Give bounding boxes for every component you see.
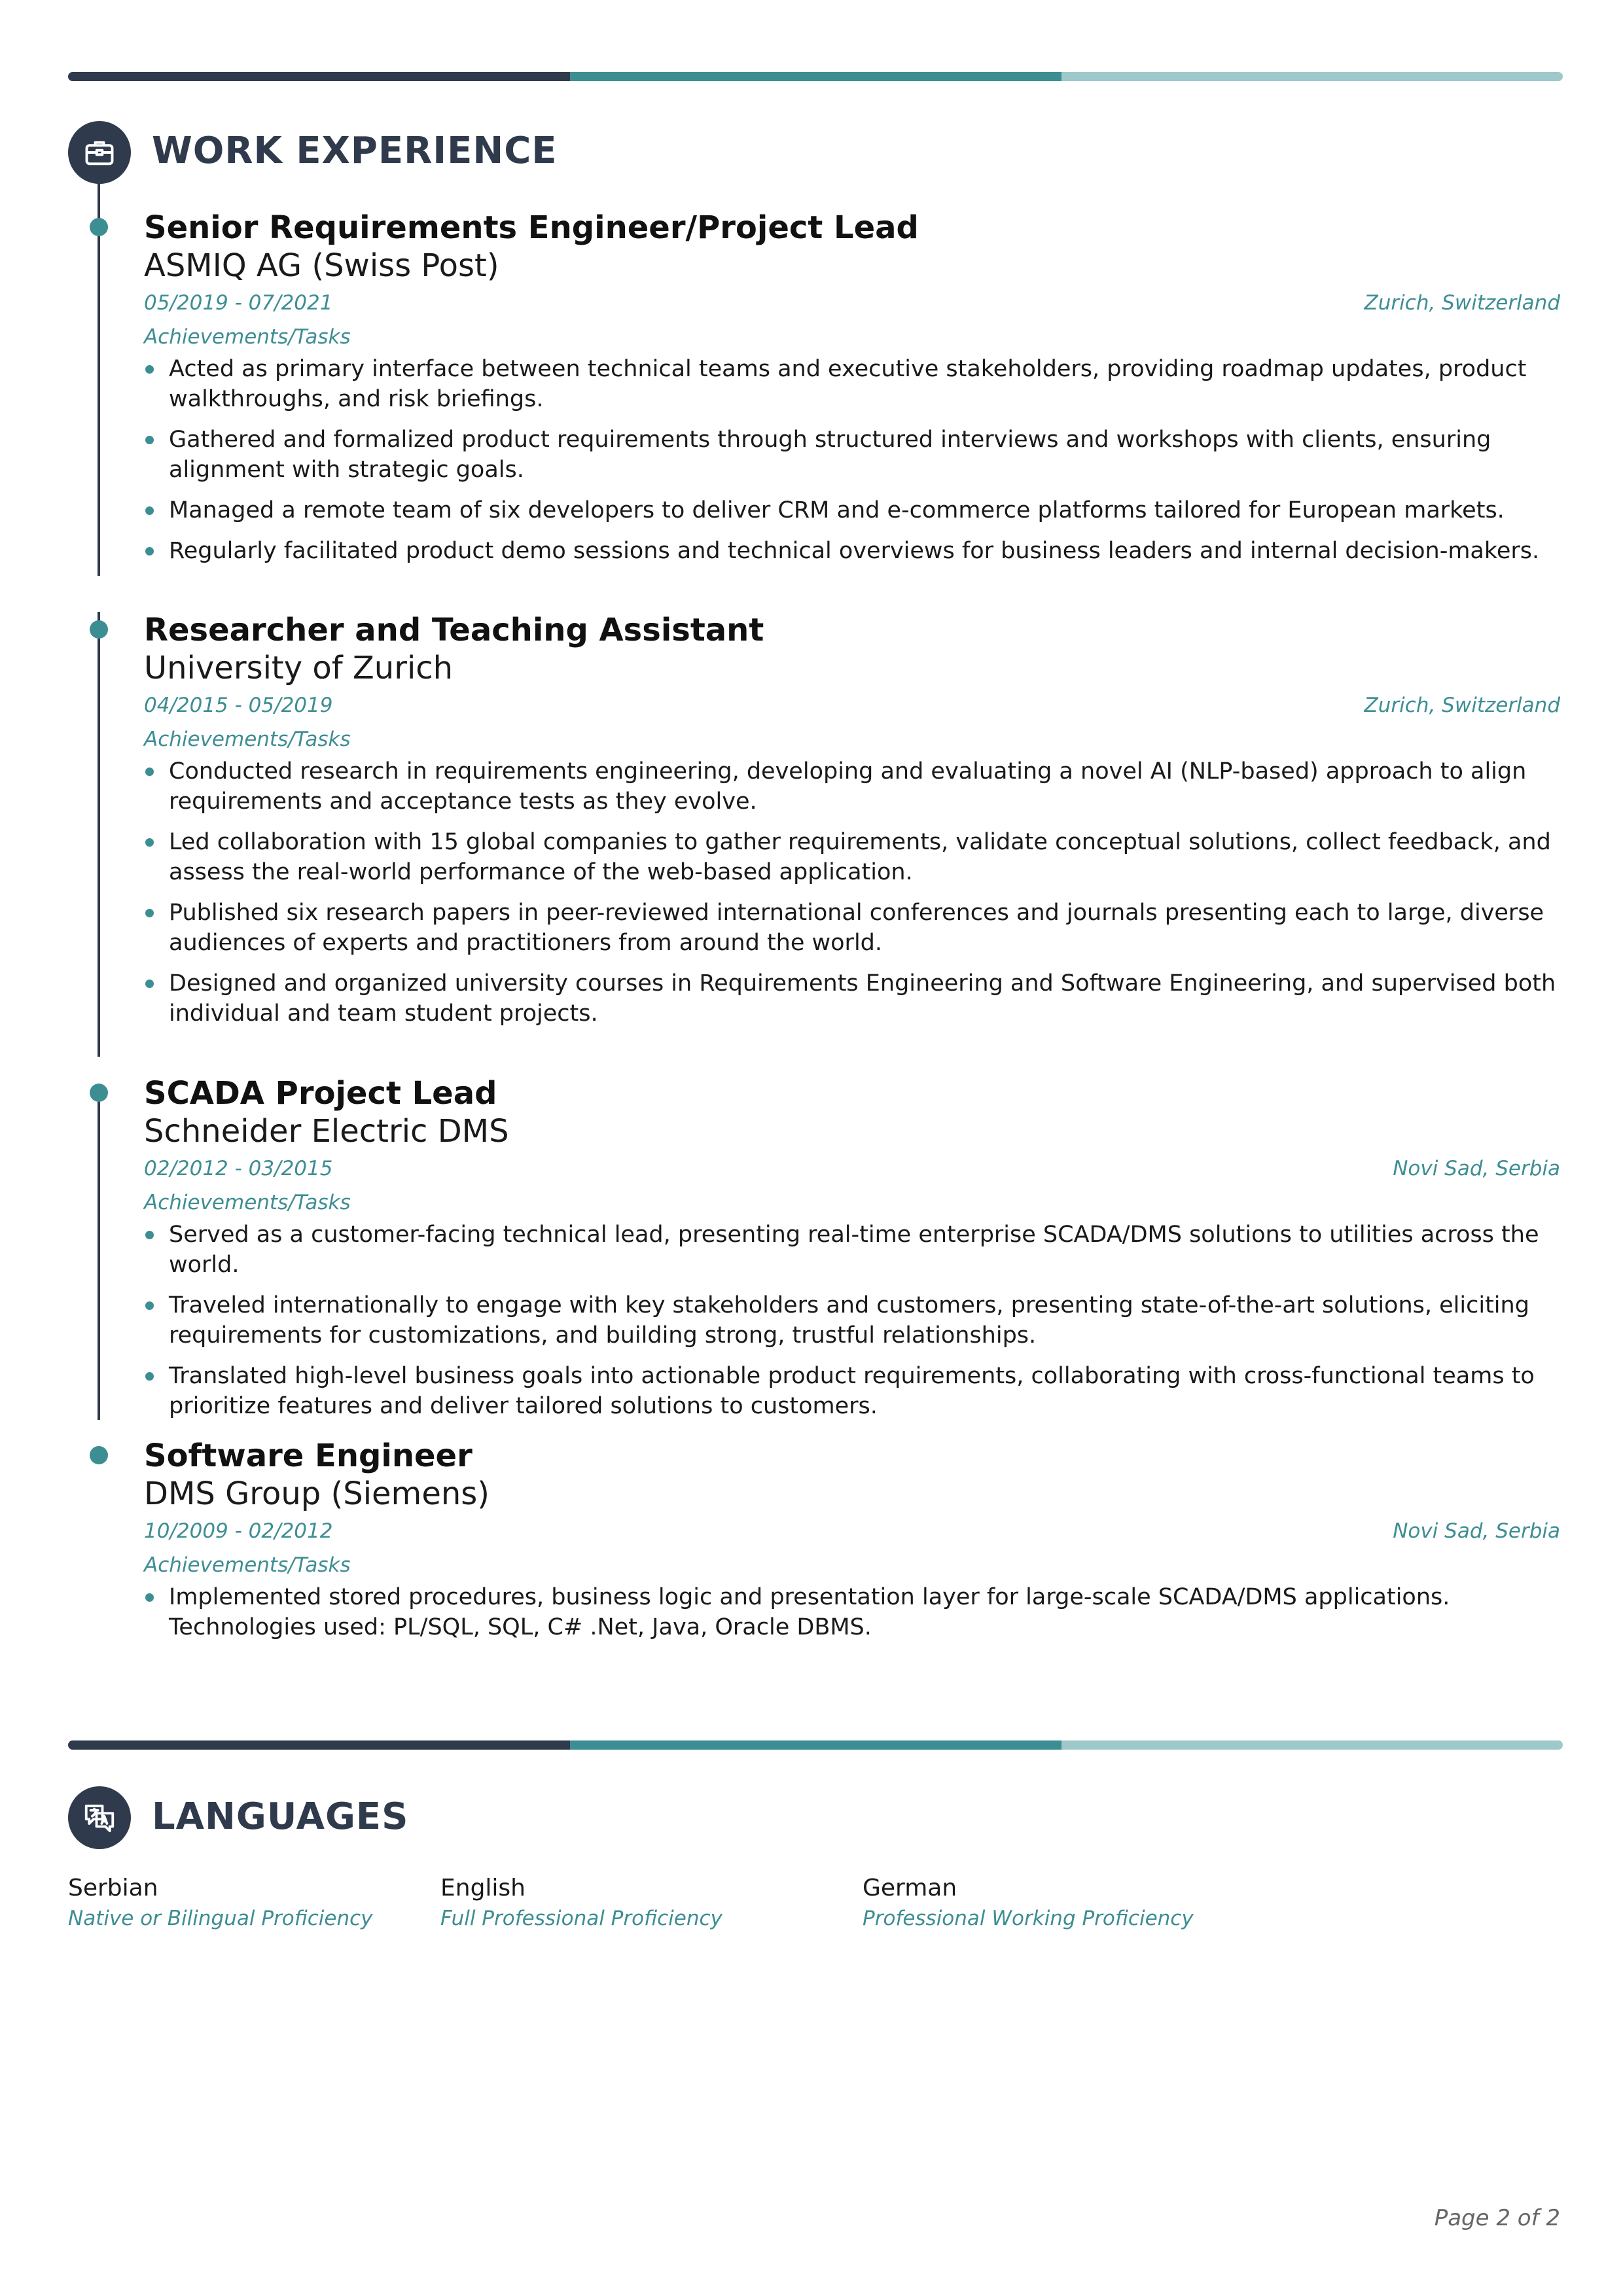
translate-icon <box>68 1786 131 1849</box>
tasks-label: Achievements/Tasks <box>144 728 351 751</box>
job-location: Novi Sad, Serbia <box>1393 1157 1560 1180</box>
language-level: Full Professional Proficiency <box>440 1907 722 1930</box>
page-number: Page 2 of 2 <box>1434 2205 1560 2231</box>
tasks-label: Achievements/Tasks <box>144 1553 351 1577</box>
section-divider-bar <box>68 1740 1563 1750</box>
language-item <box>863 1873 1194 1933</box>
task-item: Regularly facilitated product demo sessions and technical overviews for business leaders and internal decision-makers. <box>144 536 1560 566</box>
task-list <box>144 1582 1560 1642</box>
job-location: Novi Sad, Serbia <box>1393 1519 1560 1543</box>
task-item: Managed a remote team of six developers to deliver CRM and e-commerce platforms tailored for European markets. <box>144 495 1560 525</box>
job-title: SCADA Project Lead <box>144 1075 497 1112</box>
timeline-dot <box>90 1084 108 1102</box>
job-location: Zurich, Switzerland <box>1364 291 1560 315</box>
job-title: Senior Requirements Engineer/Project Lead <box>144 209 919 246</box>
task-item: Acted as primary interface between technical teams and executive stakeholders, providing roadmap updates, product walkthroughs, and risk briefings. <box>144 354 1560 414</box>
job-title: Researcher and Teaching Assistant <box>144 612 764 648</box>
task-item: Conducted research in requirements engineering, developing and evaluating a novel AI (NLP-based) approach to align requirements and acceptance tests as they evolve. <box>144 756 1560 817</box>
job-location: Zurich, Switzerland <box>1364 694 1560 717</box>
tasks-label: Achievements/Tasks <box>144 1191 351 1214</box>
job-dates: 02/2012 - 03/2015 <box>144 1157 333 1180</box>
job-entry <box>144 209 1560 576</box>
job-company: ASMIQ AG (Swiss Post) <box>144 247 499 284</box>
task-list <box>144 354 1560 566</box>
briefcase-icon <box>68 121 131 184</box>
task-item: Traveled internationally to engage with key stakeholders and customers, presenting state-of-the-art solutions, eliciting requirements for customizations, and building strong, trustful relationships. <box>144 1290 1560 1351</box>
job-entry <box>144 611 1560 1039</box>
language-item <box>440 1873 722 1933</box>
timeline-dot <box>90 620 108 639</box>
job-dates: 04/2015 - 05/2019 <box>144 694 333 717</box>
job-company: University of Zurich <box>144 650 454 686</box>
languages-heading: LANGUAGES <box>152 1795 409 1838</box>
timeline-dot <box>90 1446 108 1464</box>
task-list <box>144 1220 1560 1421</box>
job-dates: 05/2019 - 07/2021 <box>144 291 333 315</box>
task-item: Implemented stored procedures, business logic and presentation layer for large-scale SCADA/DMS applications. Technologies used: PL/SQL, SQL, C# .Net, Java, Oracle DBMS. <box>144 1582 1560 1642</box>
timeline-line <box>98 612 100 1057</box>
job-entry <box>144 1074 1560 1432</box>
job-company: DMS Group (Siemens) <box>144 1475 490 1512</box>
timeline-dot <box>90 218 108 236</box>
timeline-line <box>98 183 100 576</box>
language-item <box>68 1873 373 1933</box>
language-level: Professional Working Proficiency <box>863 1907 1194 1930</box>
work-experience-heading: WORK EXPERIENCE <box>152 130 558 172</box>
language-level: Native or Bilingual Proficiency <box>68 1907 373 1930</box>
job-company: Schneider Electric DMS <box>144 1113 509 1150</box>
language-name: English <box>440 1875 526 1901</box>
task-item: Gathered and formalized product requirements through structured interviews and workshops with clients, ensuring alignment with strategic goals. <box>144 425 1560 485</box>
task-item: Translated high-level business goals into actionable product requirements, collaborating with cross-functional teams to prioritize features and deliver tailored solutions to customers. <box>144 1361 1560 1421</box>
task-item: Published six research papers in peer-reviewed international conferences and journals presenting each to large, diverse audiences of experts and practitioners from around the world. <box>144 898 1560 958</box>
task-item: Led collaboration with 15 global companies to gather requirements, validate conceptual solutions, collect feedback, and assess the real-world performance of the web-based application. <box>144 827 1560 887</box>
timeline-line <box>98 1093 100 1420</box>
section-divider-bar <box>68 72 1563 81</box>
language-name: Serbian <box>68 1875 158 1901</box>
job-title: Software Engineer <box>144 1438 473 1474</box>
tasks-label: Achievements/Tasks <box>144 325 351 349</box>
job-dates: 10/2009 - 02/2012 <box>144 1519 333 1543</box>
task-item: Designed and organized university courses in Requirements Engineering and Software Engineering, and supervised both individual and team student projects. <box>144 968 1560 1029</box>
task-item: Served as a customer-facing technical lead, presenting real-time enterprise SCADA/DMS solutions to utilities across the world. <box>144 1220 1560 1280</box>
task-list <box>144 756 1560 1029</box>
language-name: German <box>863 1875 957 1901</box>
job-entry <box>144 1437 1560 1653</box>
